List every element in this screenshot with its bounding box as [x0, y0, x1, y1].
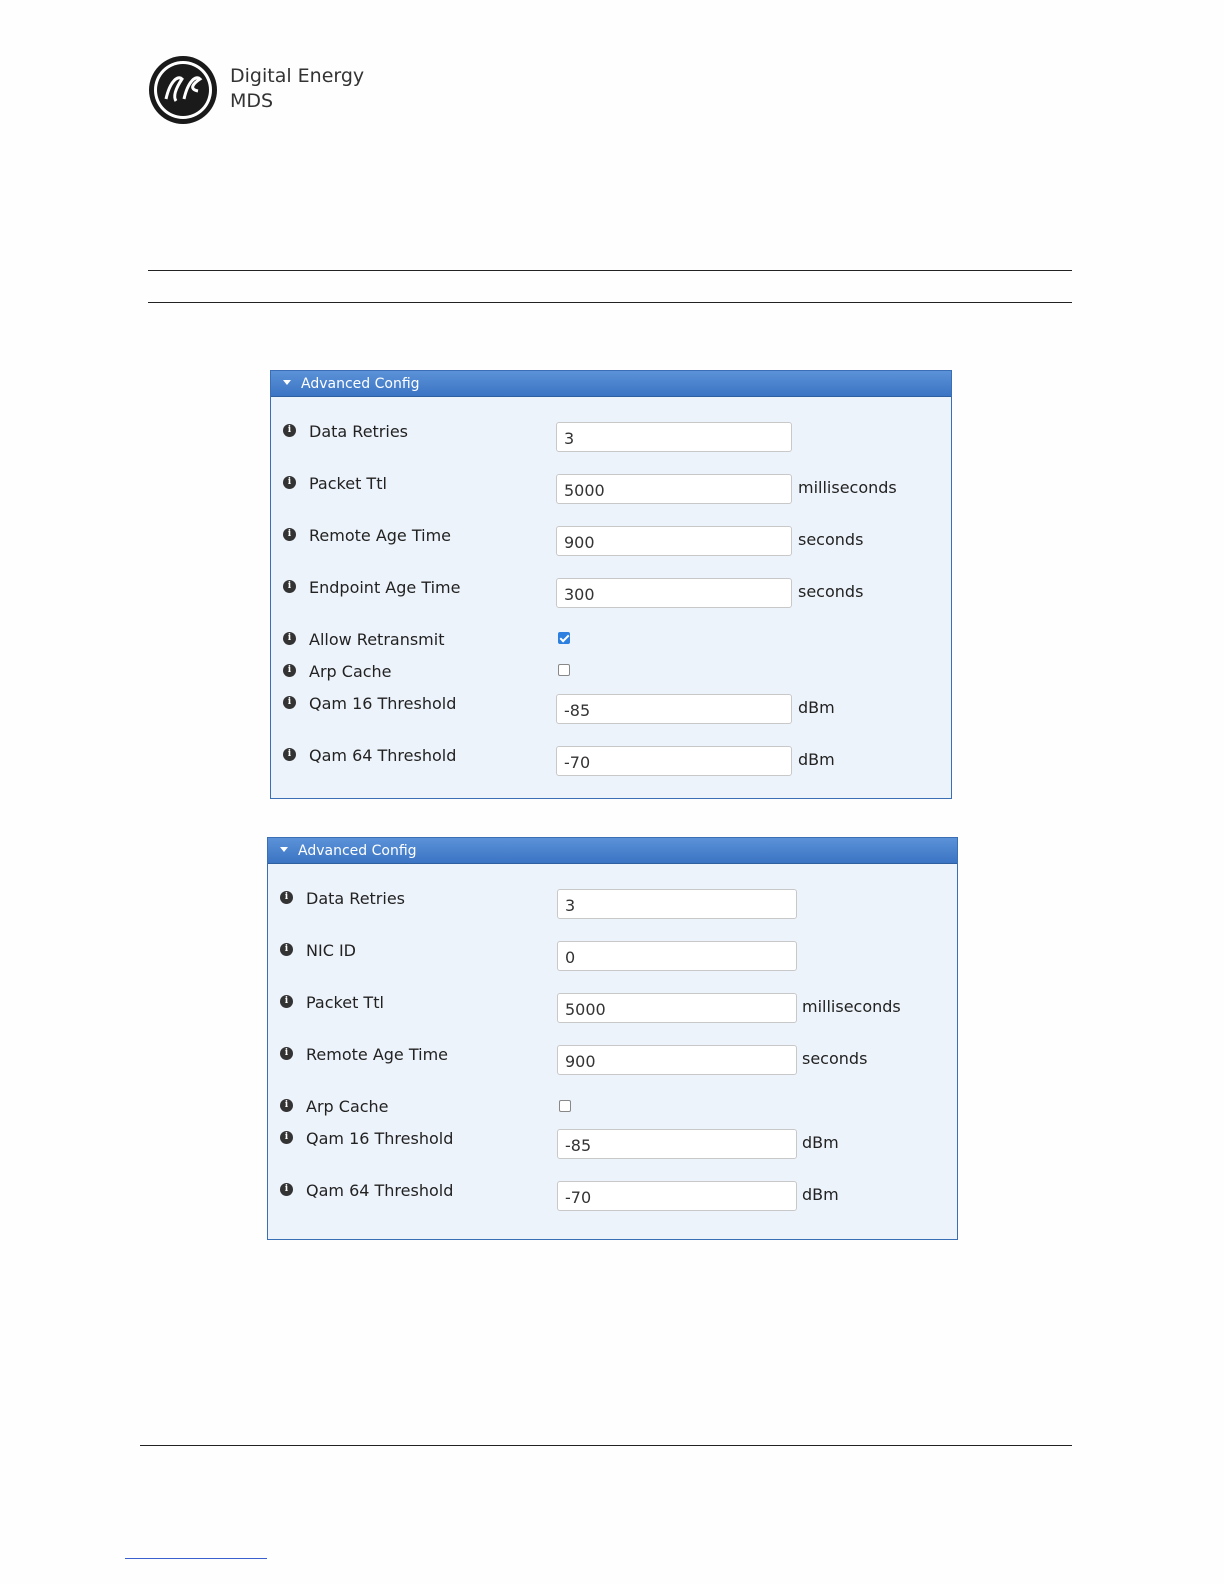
row-data-retries [271, 422, 951, 452]
info-icon[interactable]: i [283, 664, 296, 677]
info-icon[interactable]: i [280, 943, 293, 956]
row-packet-ttl [268, 993, 957, 1023]
brand-line2: MDS [230, 90, 274, 112]
unit-label: dBm [798, 698, 835, 717]
advanced-config-panel-2 [267, 837, 958, 1240]
arp-cache-checkbox[interactable] [558, 664, 570, 676]
remote-age-time-input[interactable]: 900 [557, 1045, 797, 1075]
info-icon[interactable]: i [283, 424, 296, 437]
brand-line1: Digital Energy [230, 65, 365, 87]
field-label: Arp Cache [306, 1097, 389, 1116]
unit-label: seconds [798, 530, 864, 549]
nic-id-input[interactable]: 0 [557, 941, 797, 971]
info-icon[interactable]: i [283, 748, 296, 761]
unit-label: dBm [802, 1185, 839, 1204]
field-label: Packet Ttl [309, 474, 387, 493]
header-rule-top [148, 270, 1072, 271]
field-label: Remote Age Time [306, 1045, 449, 1064]
unit-label: milliseconds [798, 478, 897, 497]
row-arp-cache [268, 1097, 957, 1127]
data-retries-input[interactable]: 3 [556, 422, 792, 452]
row-endpoint-age-time [271, 578, 951, 608]
info-icon[interactable]: i [283, 580, 296, 593]
ge-logo [148, 55, 218, 125]
panel-header[interactable] [271, 371, 951, 397]
data-retries-input[interactable]: 3 [557, 889, 797, 919]
row-remote-age-time [271, 526, 951, 556]
panel-title: Advanced Config [298, 843, 417, 859]
field-label: Qam 16 Threshold [309, 694, 457, 713]
panel-title: Advanced Config [301, 376, 420, 392]
info-icon[interactable]: i [283, 632, 296, 645]
row-nic-id [268, 941, 957, 971]
field-label: Data Retries [309, 422, 409, 441]
field-label: NIC ID [306, 941, 356, 960]
field-label: Qam 64 Threshold [306, 1181, 454, 1200]
row-arp-cache [271, 662, 951, 692]
row-qam64-threshold [271, 746, 951, 776]
footer-rule [140, 1445, 1072, 1446]
unit-label: seconds [802, 1049, 868, 1068]
qam64-threshold-input[interactable]: -70 [557, 1181, 797, 1211]
row-qam16-threshold [271, 694, 951, 724]
row-qam16-threshold [268, 1129, 957, 1159]
row-packet-ttl [271, 474, 951, 504]
allow-retransmit-checkbox[interactable] [558, 632, 570, 644]
field-label: Data Retries [306, 889, 406, 908]
info-icon[interactable]: i [280, 995, 293, 1008]
header-rule-bottom [148, 302, 1072, 303]
info-icon[interactable]: i [283, 476, 296, 489]
panel-header[interactable] [268, 838, 957, 864]
field-label: Arp Cache [309, 662, 392, 681]
info-icon[interactable]: i [280, 1047, 293, 1060]
field-label: Endpoint Age Time [309, 578, 461, 597]
packet-ttl-input[interactable]: 5000 [556, 474, 792, 504]
qam64-threshold-input[interactable]: -70 [556, 746, 792, 776]
endpoint-age-time-input[interactable]: 300 [556, 578, 792, 608]
info-icon[interactable]: i [280, 1099, 293, 1112]
unit-label: seconds [798, 582, 864, 601]
advanced-config-panel-1 [270, 370, 952, 799]
footer-link-underline [125, 1558, 267, 1559]
field-label: Allow Retransmit [309, 630, 445, 649]
qam16-threshold-input[interactable]: -85 [556, 694, 792, 724]
info-icon[interactable]: i [280, 1131, 293, 1144]
row-qam64-threshold [268, 1181, 957, 1211]
info-icon[interactable]: i [280, 891, 293, 904]
unit-label: dBm [798, 750, 835, 769]
collapse-caret-icon[interactable] [280, 847, 288, 852]
unit-label: milliseconds [802, 997, 901, 1016]
info-icon[interactable]: i [283, 696, 296, 709]
remote-age-time-input[interactable]: 900 [556, 526, 792, 556]
row-remote-age-time [268, 1045, 957, 1075]
packet-ttl-input[interactable]: 5000 [557, 993, 797, 1023]
collapse-caret-icon[interactable] [283, 380, 291, 385]
field-label: Remote Age Time [309, 526, 452, 545]
brand-name [230, 64, 364, 114]
unit-label: dBm [802, 1133, 839, 1152]
field-label: Qam 64 Threshold [309, 746, 457, 765]
qam16-threshold-input[interactable]: -85 [557, 1129, 797, 1159]
row-allow-retransmit [271, 630, 951, 660]
row-data-retries [268, 889, 957, 919]
info-icon[interactable]: i [280, 1183, 293, 1196]
arp-cache-checkbox[interactable] [559, 1100, 571, 1112]
field-label: Qam 16 Threshold [306, 1129, 454, 1148]
field-label: Packet Ttl [306, 993, 384, 1012]
info-icon[interactable]: i [283, 528, 296, 541]
